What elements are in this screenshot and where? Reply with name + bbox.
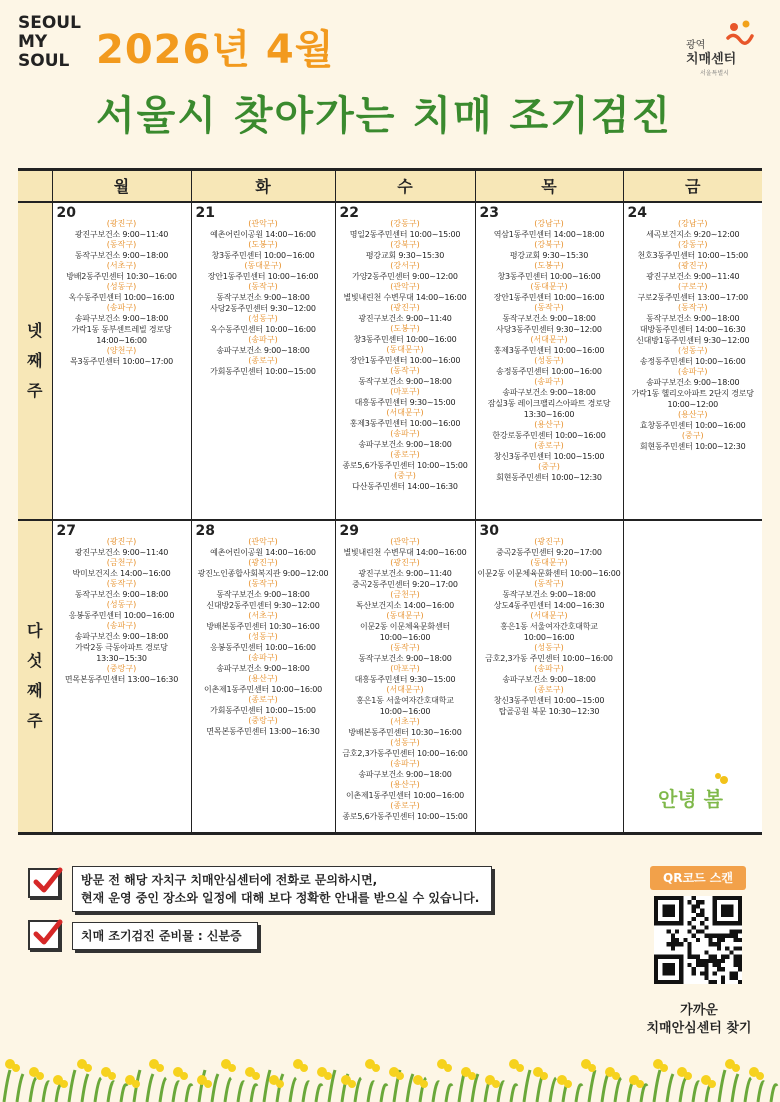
district-label: (도봉구) [534, 260, 564, 270]
page-title: 서울시 찾아가는 치매 조기검진 [96, 93, 673, 139]
district-label: (광진구) [678, 260, 708, 270]
district-label: (서초구) [390, 716, 420, 726]
center-logo-line1: 광역 [686, 40, 706, 51]
checkbox-icon [28, 868, 60, 898]
district-label: (용산구) [534, 419, 564, 429]
district-label: (용산구) [678, 409, 708, 419]
district-label: (송파구) [248, 652, 278, 662]
district-label: (서초구) [248, 610, 278, 620]
weekday-header-row [18, 170, 762, 202]
day-number: 22 [339, 204, 359, 221]
schedule-line: 송파구보건소 9:00~18:00 [216, 663, 310, 673]
schedule-line: 14:00~16:00 [96, 335, 147, 345]
notice-call-ahead [72, 866, 492, 912]
district-label: (강서구) [390, 260, 420, 270]
district-label: (성동구) [248, 631, 278, 641]
schedule-line: 창3동주민센터 10:00~16:00 [353, 334, 457, 344]
day-number: 21 [195, 204, 215, 221]
district-label: (광진구) [106, 536, 137, 546]
schedule-line: 다산동주민센터 14:00~16:30 [352, 481, 458, 491]
district-label: (서초구) [106, 260, 137, 270]
schedule-line: 박미보건지소 14:00~16:00 [72, 568, 171, 578]
district-label: (광진구) [248, 557, 278, 567]
schedule-line: 가양2동주민센터 9:00~12:00 [352, 271, 458, 281]
district-label: (강동구) [678, 239, 708, 249]
schedule-line: 창3동주민센터 10:00~16:00 [211, 250, 315, 260]
district-label: (용산구) [248, 673, 278, 683]
day-number: 29 [339, 522, 359, 539]
day-cell [191, 520, 335, 834]
qr-caption-line1: 가까운 [680, 1003, 718, 1018]
schedule-line: 옥수동주민센터 10:00~16:00 [210, 324, 316, 334]
logo-line2: MY SOUL [18, 32, 70, 71]
district-label: (동대문구) [386, 344, 424, 354]
schedule-line: 효창동주민센터 10:00~16:00 [639, 420, 746, 430]
schedule-line: 목3동주민센터 10:00~17:00 [69, 356, 173, 366]
schedule-line: 옥수동주민센터 10:00~16:00 [68, 292, 175, 302]
schedule-line: 홍은1동 서울여자간호대학교 [500, 621, 598, 631]
district-label: (서대문구) [386, 407, 424, 417]
schedule-line: 송정동주민센터 10:00~16:00 [496, 366, 602, 376]
day-number: 28 [195, 522, 215, 539]
day-number: 20 [56, 204, 76, 221]
schedule-line: 동작구보건소 9:00~18:00 [502, 589, 596, 599]
district-label: (서대문구) [386, 684, 424, 694]
schedule-line: 송파구보건소 9:00~18:00 [74, 631, 169, 641]
district-label: (관악구) [248, 536, 278, 546]
schedule-line: 방배본동주민센터 10:30~16:00 [348, 727, 462, 737]
schedule-line: 가락2동 극동아파트 경로당 [75, 642, 168, 652]
week-label [18, 520, 52, 834]
day-number: 23 [479, 204, 499, 221]
day-entries [626, 219, 761, 452]
schedule-line: 이촌제1동주민센터 10:00~16:00 [345, 790, 465, 800]
district-label: (강남구) [678, 218, 708, 228]
week-label-char: 넷 [27, 320, 43, 340]
schedule-line: 10:00~16:00 [523, 632, 575, 642]
district-label: (종로구) [248, 694, 278, 704]
schedule-line: 구로2동주민센터 13:00~17:00 [637, 292, 749, 302]
schedule-line: 동작구보건소 9:00~18:00 [358, 376, 452, 386]
schedule-line: 가락1동 헬리오아파트 2단지 경로당 [631, 388, 754, 398]
district-label: (송파구) [534, 663, 564, 673]
day-cell [52, 202, 191, 520]
schedule-line: 동작구보건소 9:00~18:00 [216, 292, 310, 302]
day-entries [478, 537, 621, 717]
day-cell [475, 202, 623, 520]
schedule-line: 종로5,6가동주민센터 10:00~15:00 [342, 460, 468, 470]
center-logo-line3: 서울특별시 [700, 70, 729, 77]
schedule-line: 이문2동 이문체육문화센터 10:00~16:00 [477, 568, 621, 578]
schedule-line: 면목본동주민센터 13:00~16:30 [64, 674, 179, 684]
district-label: (도봉구) [248, 239, 278, 249]
district-label: (서대문구) [530, 610, 568, 620]
schedule-line: 가회동주민센터 10:00~15:00 [210, 366, 316, 376]
day-cell [335, 520, 475, 834]
schedule-line: 신대방2동주민센터 9:30~12:00 [206, 600, 320, 610]
schedule-line: 송파구보건소 9:00~18:00 [646, 377, 740, 387]
schedule-line: 홍제3동주민센터 10:00~16:00 [349, 418, 461, 428]
district-label: (동대문구) [244, 260, 282, 270]
schedule-line: 대방동주민센터 14:00~16:30 [639, 324, 746, 334]
schedule-line: 13:30~16:00 [523, 409, 575, 419]
week-row [18, 202, 762, 520]
schedule-calendar [18, 168, 762, 835]
week-label-char: 주 [27, 711, 43, 731]
schedule-line: 광진구보건소 9:00~11:40 [358, 313, 452, 323]
schedule-line: 방배2동주민센터 10:30~16:00 [66, 271, 177, 281]
day-entries [478, 219, 621, 483]
district-label: (광진구) [534, 536, 564, 546]
district-label: (강북구) [534, 239, 564, 249]
schedule-line: 별빛내린천 수변무대 14:00~16:00 [343, 547, 467, 557]
weekday-header: 수 [335, 170, 475, 202]
district-label: (강동구) [390, 218, 420, 228]
district-label: (송파구) [106, 620, 137, 630]
schedule-line: 면목본동주민센터 13:00~16:30 [206, 726, 320, 736]
schedule-line: 금호2,3가동 주민센터 10:00~16:00 [485, 653, 613, 663]
schedule-line: 명일2동주민센터 10:00~15:00 [349, 229, 461, 239]
district-label: (동작구) [390, 642, 420, 652]
center-logo-icon [724, 18, 756, 50]
schedule-line: 평강교회 9:30~15:30 [365, 250, 445, 260]
week-label-char: 째 [27, 350, 43, 370]
seoul-my-soul-logo [18, 14, 90, 71]
schedule-line: 역삼1동주민센터 14:00~18:00 [493, 229, 605, 239]
schedule-line: 대흥동주민센터 9:30~15:00 [354, 397, 456, 407]
qr-scan-label: QR코드 스캔 [650, 866, 746, 890]
day-entries [55, 537, 189, 685]
schedule-line: 동작구보건소 9:00~18:00 [502, 313, 596, 323]
schedule-line: 가락1동 동부센트레빌 경로당 [71, 324, 172, 334]
district-label: (송파구) [390, 758, 420, 768]
schedule-line: 송파구보건소 9:00~18:00 [358, 439, 452, 449]
district-label: (성동구) [390, 737, 420, 747]
notice-requirements [72, 922, 258, 950]
schedule-line: 광진구보건소 9:00~11:40 [74, 547, 169, 557]
schedule-line: 회현동주민센터 10:00~12:30 [639, 441, 746, 451]
district-label: (중구) [394, 470, 416, 480]
flower-grass-decoration [0, 1050, 780, 1102]
schedule-line: 회현동주민센터 10:00~12:30 [496, 472, 602, 482]
schedule-line: 송파구보건소 9:00~18:00 [502, 674, 596, 684]
schedule-line: 중곡2동주민센터 9:20~17:00 [496, 547, 602, 557]
day-cell [623, 202, 762, 520]
district-label: (금천구) [106, 557, 137, 567]
week-label-char: 주 [27, 380, 43, 400]
schedule-line: 이촌제1동주민센터 10:00~16:00 [203, 684, 323, 694]
district-label: (중구) [538, 461, 560, 471]
district-label: (동작구) [678, 302, 708, 312]
header-corner [18, 170, 52, 202]
district-label: (동작구) [106, 239, 137, 249]
district-label: (송파구) [678, 366, 708, 376]
district-label: (동대문구) [530, 281, 568, 291]
schedule-line: 예촌어린이공원 14:00~16:00 [210, 547, 316, 557]
schedule-line: 송파구보건소 9:00~18:00 [216, 345, 310, 355]
day-entries [338, 219, 473, 492]
district-label: (동작구) [534, 578, 564, 588]
schedule-line: 광진구보건소 9:00~11:40 [358, 568, 452, 578]
day-number: 27 [56, 522, 76, 539]
hello-spring-decoration [654, 770, 734, 820]
day-entries [55, 219, 189, 367]
district-label: (강북구) [390, 239, 420, 249]
district-label: (중구) [681, 430, 704, 440]
district-label: (마포구) [390, 663, 420, 673]
day-cell [335, 202, 475, 520]
day-entries [194, 537, 333, 737]
schedule-line: 가회동주민센터 10:00~15:00 [210, 705, 316, 715]
district-label: (송파구) [106, 302, 137, 312]
schedule-line: 13:30~15:30 [96, 653, 147, 663]
schedule-line: 탑골공원 북문 10:30~12:30 [498, 706, 600, 716]
schedule-line: 방배본동주민센터 10:30~16:00 [206, 621, 320, 631]
schedule-line: 동작구보건소 9:00~18:00 [216, 589, 310, 599]
district-label: (광진구) [390, 557, 420, 567]
schedule-line: 종로5,6가동주민센터 10:00~15:00 [342, 811, 468, 821]
district-label: (성동구) [534, 355, 564, 365]
decoration-text: 안녕 봄 [658, 787, 723, 811]
schedule-line: 사당2동주민센터 9:30~12:00 [210, 303, 316, 313]
schedule-line: 장안1동주민센터 10:00~16:00 [349, 355, 461, 365]
day-cell [191, 202, 335, 520]
week-label-char: 째 [27, 681, 43, 701]
schedule-line: 이문2동 이문체육문화센터 10:00~16:00 [359, 621, 451, 642]
day-cell [475, 520, 623, 834]
district-label: (동대문구) [530, 557, 568, 567]
title-year-month: 2026년 4월 [96, 27, 335, 73]
day-entries [338, 537, 473, 822]
schedule-line: 한강로동주민센터 10:00~16:00 [492, 430, 606, 440]
week-label-char: 다 [27, 621, 43, 641]
district-label: (송파구) [248, 334, 278, 344]
schedule-line: 장안1동주민센터 10:00~16:00 [207, 271, 319, 281]
district-label: (서대문구) [530, 334, 568, 344]
schedule-line: 광진구보건소 9:00~11:40 [646, 271, 740, 281]
schedule-line: 동작구보건소 9:00~18:00 [646, 313, 740, 323]
district-label: (동대문구) [386, 610, 424, 620]
district-label: (중랑구) [106, 663, 137, 673]
district-label: (도봉구) [390, 323, 420, 333]
district-label: (강남구) [534, 218, 564, 228]
district-label: (성동구) [106, 281, 137, 291]
district-label: (관악구) [248, 218, 278, 228]
schedule-line: 독산보건지소 14:00~16:00 [355, 600, 455, 610]
qr-caption-line2: 치매안심센터 찾기 [646, 1021, 752, 1036]
weekday-header: 목 [475, 170, 623, 202]
schedule-line: 별빛내린천 수변무대 14:00~16:00 [343, 292, 467, 302]
schedule-line: 사당3동주민센터 9:30~12:00 [496, 324, 602, 334]
schedule-line: 중곡2동주민센터 9:20~17:00 [352, 579, 458, 589]
schedule-line: 응봉동주민센터 10:00~16:00 [68, 610, 175, 620]
district-label: (송파구) [390, 428, 420, 438]
checkbox-icon [28, 920, 60, 950]
district-label: (동작구) [248, 578, 278, 588]
schedule-line: 창신3동주민센터 10:00~15:00 [493, 451, 605, 461]
district-label: (성동구) [106, 599, 137, 609]
district-label: (양천구) [106, 345, 137, 355]
district-label: (종로구) [534, 684, 564, 694]
schedule-line: 홍제3동주민센터 10:00~16:00 [493, 345, 605, 355]
center-logo-line2: 치매센터 [686, 52, 737, 67]
district-label: (용산구) [390, 779, 420, 789]
district-label: (동작구) [534, 302, 564, 312]
schedule-line: 평강교회 9:30~15:30 [509, 250, 589, 260]
schedule-line: 장안1동주민센터 10:00~16:00 [493, 292, 605, 302]
schedule-line: 송파구보건소 9:00~18:00 [502, 387, 596, 397]
schedule-line: 창신3동주민센터 10:00~15:00 [493, 695, 605, 705]
district-label: (동작구) [248, 281, 278, 291]
notice-line: 방문 전 해당 자치구 치매안심센터에 전화로 문의하시면, [81, 873, 378, 887]
district-label: (광진구) [106, 218, 137, 228]
district-label: (종로구) [248, 355, 278, 365]
schedule-line: 10:00~16:00 [379, 706, 431, 716]
day-number: 24 [627, 204, 647, 221]
district-label: (종로구) [390, 800, 420, 810]
schedule-line: 금호2,3가동주민센터 10:00~16:00 [342, 748, 468, 758]
schedule-line: 동작구보건소 9:00~18:00 [358, 653, 452, 663]
district-label: (성동구) [678, 345, 708, 355]
schedule-line: 송정동주민센터 10:00~16:00 [639, 356, 746, 366]
day-entries [194, 219, 333, 377]
qr-code[interactable] [654, 896, 742, 984]
schedule-line: 10:00~12:00 [667, 399, 719, 409]
week-label-char: 섯 [27, 651, 43, 671]
district-label: (종로구) [390, 449, 420, 459]
schedule-line: 잠실3동 레이크팰리스아파트 경로당 [487, 398, 611, 408]
day-number: 30 [479, 522, 499, 539]
weekday-header: 금 [623, 170, 762, 202]
schedule-line: 송파구보건소 9:00~18:00 [358, 769, 452, 779]
schedule-line: 대흥동주민센터 9:30~15:00 [354, 674, 456, 684]
day-cell [52, 520, 191, 834]
notice-line: 현재 운영 중인 장소와 일정에 대해 보다 정확한 안내를 받으실 수 있습니다. [81, 891, 480, 905]
notice-line: 치매 조기검진 준비물 : 신분증 [81, 929, 242, 943]
schedule-line: 예촌어린이공원 14:00~16:00 [210, 229, 316, 239]
weekday-header: 화 [191, 170, 335, 202]
district-label: (동작구) [390, 365, 420, 375]
week-row [18, 520, 762, 834]
schedule-line: 창3동주민센터 10:00~16:00 [497, 271, 601, 281]
schedule-line: 송파구보건소 9:00~18:00 [74, 313, 169, 323]
schedule-line: 광진노인종합사회복지관 9:00~12:00 [197, 568, 329, 578]
schedule-line: 상도4동주민센터 14:00~16:30 [493, 600, 605, 610]
district-label: (관악구) [390, 536, 420, 546]
schedule-line: 홍은1동 서울여자간호대학교 [356, 695, 454, 705]
schedule-line: 천호3동주민센터 10:00~15:00 [637, 250, 749, 260]
district-label: (동작구) [106, 578, 137, 588]
district-label: (성동구) [248, 313, 278, 323]
schedule-line: 신대방1동주민센터 9:30~12:00 [636, 335, 750, 345]
schedule-line: 동작구보건소 9:00~18:00 [74, 589, 169, 599]
district-label: (송파구) [534, 376, 564, 386]
district-label: (종로구) [534, 440, 564, 450]
schedule-line: 광진구보건소 9:00~11:40 [74, 229, 169, 239]
district-label: (마포구) [390, 386, 420, 396]
schedule-line: 세곡보건지소 9:20~12:00 [646, 229, 740, 239]
logo-line1: SEOUL [18, 13, 81, 33]
weekday-header: 월 [52, 170, 191, 202]
district-label: (광진구) [390, 302, 420, 312]
district-label: (성동구) [534, 642, 564, 652]
week-label [18, 202, 52, 520]
schedule-line: 동작구보건소 9:00~18:00 [74, 250, 169, 260]
district-label: (구로구) [678, 281, 708, 291]
district-label: (중랑구) [248, 715, 278, 725]
district-label: (관악구) [390, 281, 420, 291]
district-label: (금천구) [390, 589, 420, 599]
schedule-line: 응봉동주민센터 10:00~16:00 [210, 642, 316, 652]
